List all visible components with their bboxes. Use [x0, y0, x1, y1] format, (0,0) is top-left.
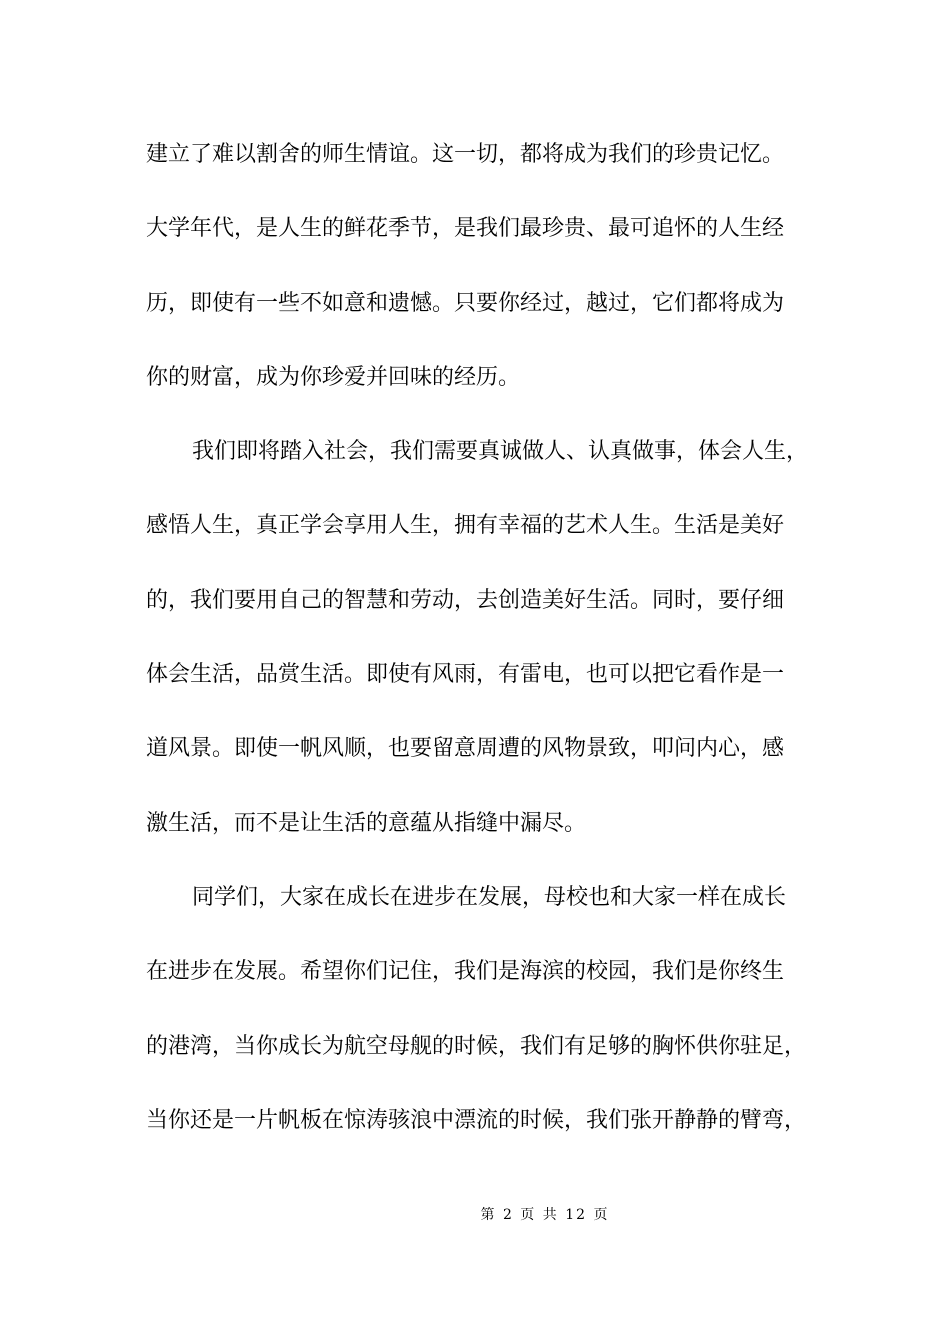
page-footer [0, 1206, 950, 1224]
text-line: 在进步在发展。希望你们记住，我们是海滨的校园，我们是你终生 [146, 959, 785, 985]
text-line: 道风景。即使一帆风顺，也要留意周遭的风物景致，叩问内心，感 [146, 736, 785, 762]
text-line: 感悟人生，真正学会享用人生，拥有幸福的艺术人生。生活是美好 [146, 513, 785, 539]
text-line: 当你还是一片帆板在惊涛骇浪中漂流的时候，我们张开静静的臂弯， [146, 1107, 807, 1133]
text-line: 同学们，大家在成长在进步在发展，母校也和大家一样在成长 [192, 884, 787, 910]
text-line: 的，我们要用自己的智慧和劳动，去创造美好生活。同时，要仔细 [146, 587, 785, 613]
text-line: 激生活，而不是让生活的意蕴从指缝中漏尽。 [146, 810, 587, 836]
text-line: 建立了难以割舍的师生情谊。这一切，都将成为我们的珍贵记忆。 [146, 142, 785, 167]
page-number: 第 2 页 共 12 页 [480, 1207, 610, 1223]
text-line: 历，即使有一些不如意和遗憾。只要你经过，越过，它们都将成为 [146, 290, 785, 316]
text-line: 我们即将踏入社会，我们需要真诚做人、认真做事，体会人生， [192, 439, 809, 465]
text-line: 的港湾，当你成长为航空母舰的时候，我们有足够的胸怀供你驻足， [146, 1033, 807, 1059]
text-line: 体会生活，品赏生活。即使有风雨，有雷电，也可以把它看作是一 [146, 662, 785, 688]
text-line: 你的财富，成为你珍爱并回味的经历。 [146, 364, 521, 390]
body-text [146, 129, 836, 1169]
text-line: 大学年代，是人生的鲜花季节，是我们最珍贵、最可追怀的人生经 [146, 216, 785, 242]
